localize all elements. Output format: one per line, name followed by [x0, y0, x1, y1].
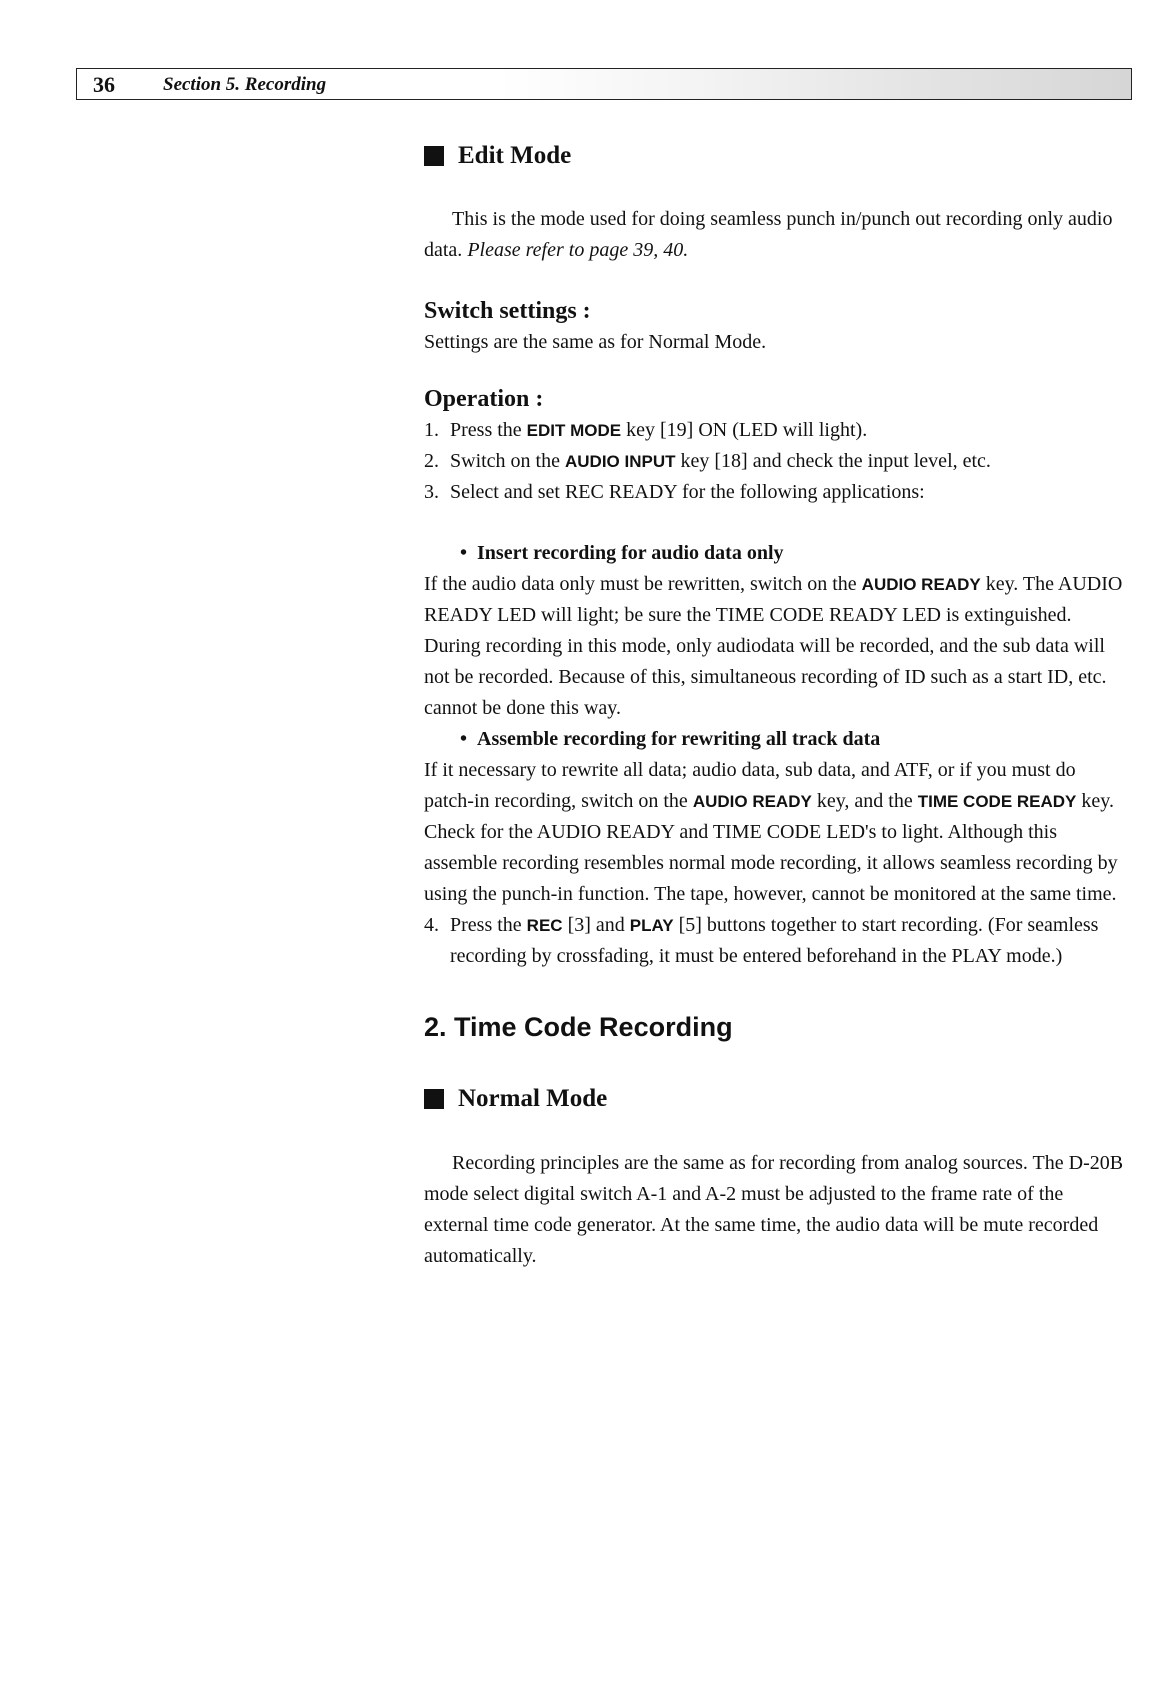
- page-header: [76, 68, 1132, 100]
- key-name: AUDIO READY: [692, 792, 812, 811]
- square-bullet-icon: [424, 146, 444, 166]
- list-item: 3. Select and set REC READY for the following applications:: [424, 481, 925, 503]
- square-bullet-icon: [424, 1089, 444, 1109]
- insert-recording-heading: • Insert recording for audio data only: [460, 542, 784, 564]
- key-name: REC: [526, 916, 563, 935]
- operation-heading: Operation :: [424, 386, 544, 412]
- edit-mode-heading-text: Edit Mode: [458, 142, 572, 169]
- switch-settings-text: Settings are the same as for Normal Mode.: [424, 331, 767, 353]
- page-number: 36: [93, 72, 115, 97]
- page-body: [424, 140, 1124, 1272]
- normal-mode-heading-text: Normal Mode: [458, 1085, 608, 1112]
- edit-mode-heading: [424, 140, 1124, 171]
- key-name: AUDIO READY: [861, 575, 981, 594]
- key-name: PLAY: [629, 916, 674, 935]
- insert-recording-text: If the audio data only must be rewritten, switch on the AUDIO READY key. The AUDIO READY LED will light; be sure the TIME CODE READY LED is extinguished. During recording in this mode, only audiodata will be recorded, and the sub data will not be recorded. Because of this, simultaneous recording of ID such as a start ID, etc. cannot be done this way.: [424, 573, 1123, 719]
- list-item: 2. Switch on the AUDIO INPUT key [18] and check the input level, etc.: [424, 450, 991, 472]
- normal-mode-heading: [424, 1083, 1124, 1114]
- normal-mode-text: Recording principles are the same as for recording from analog sources. The D-20B mode select digital switch A-1 and A-2 must be adjusted to the frame rate of the external time code generator. At the same time, the audio data will be mute recorded automatically.: [424, 1152, 1124, 1267]
- time-code-recording-title: 2. Time Code Recording: [424, 1012, 733, 1042]
- bullet-icon: •: [460, 728, 468, 750]
- list-item: 4. Press the REC [3] and PLAY [5] buttons together to start recording. (For seamless recording by crossfading, it must be entered beforehand in the PLAY mode.): [424, 914, 1099, 967]
- assemble-recording-heading: • Assemble recording for rewriting all track data: [460, 728, 881, 750]
- edit-mode-intro: This is the mode used for doing seamless punch in/punch out recording only audio data. Please refer to page 39, 40.: [424, 208, 1113, 261]
- list-item: 1. Press the EDIT MODE key [19] ON (LED will light).: [424, 419, 868, 441]
- key-name: EDIT MODE: [526, 421, 622, 440]
- key-name: AUDIO INPUT: [565, 452, 676, 471]
- bullet-icon: •: [460, 542, 468, 564]
- page-reference: Please refer to page 39, 40.: [467, 239, 689, 261]
- switch-settings-heading: Switch settings :: [424, 298, 591, 324]
- assemble-recording-text: If it necessary to rewrite all data; audio data, sub data, and ATF, or if you must do patch-in recording, switch on the AUDIO READY key, and the TIME CODE READY key. Check for the AUDIO READY and TIME CODE LED's to light. Although this assemble recording resembles normal mode recording, it allows seamless recording by using the punch-in function. The tape, however, cannot be monitored at the same time.: [424, 759, 1118, 905]
- section-title: Section 5. Recording: [163, 74, 327, 95]
- key-name: TIME CODE READY: [917, 792, 1077, 811]
